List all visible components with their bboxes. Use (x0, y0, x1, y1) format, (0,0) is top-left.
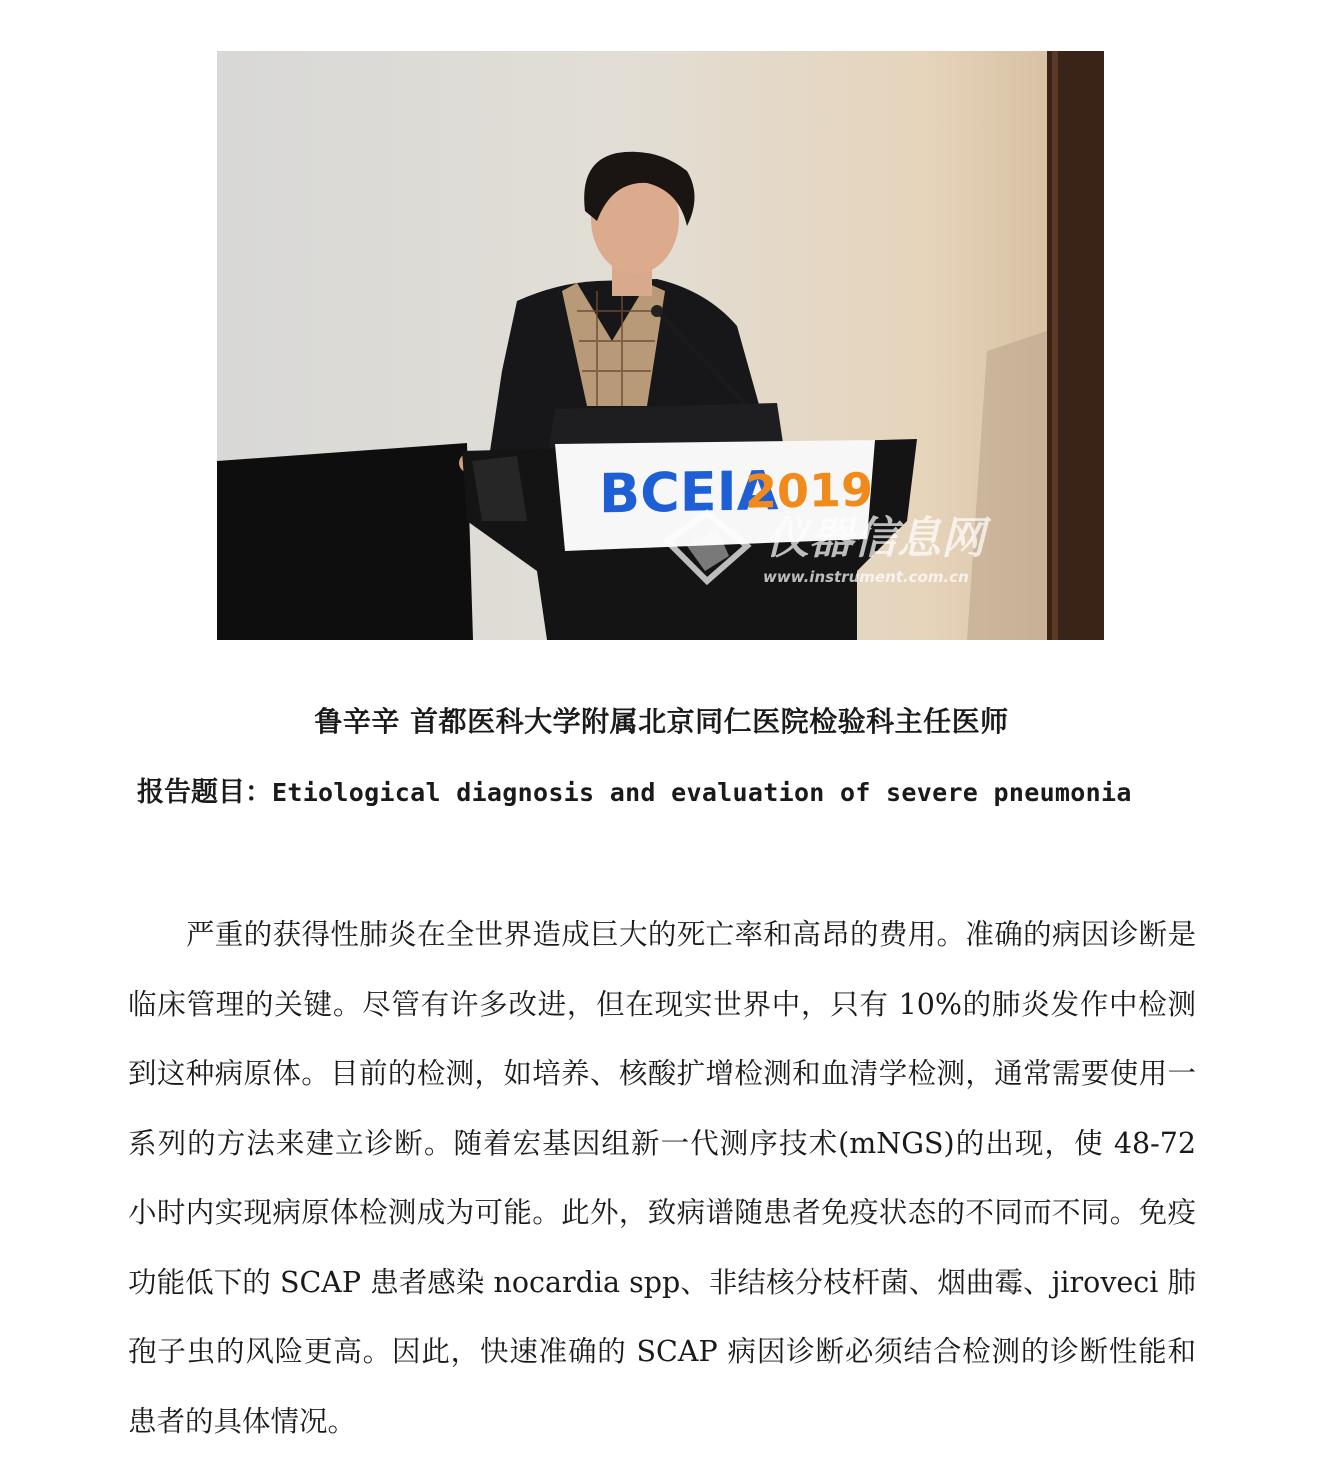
report-topic (137, 770, 1132, 809)
watermark-cn-text: 仪器信息网 (765, 513, 985, 564)
speaker-caption: 鲁辛辛 首都医科大学附属北京同仁医院检验科主任医师 (314, 705, 1009, 738)
podium-sign-bceia: BCEIA (599, 459, 779, 526)
report-topic-title: Etiological diagnosis and evaluation of severe pneumonia (272, 778, 1132, 807)
speaker-photo (217, 51, 1104, 640)
report-topic-label: 报告题目： (137, 777, 272, 808)
left-monitor (217, 443, 473, 640)
podium-sign-year: 2019 (745, 462, 874, 519)
abstract-paragraph: 严重的获得性肺炎在全世界造成巨大的死亡率和高昂的费用。准确的病因诊断是临床管理的关键。尽管有许多改进，但在现实世界中，只有 10%的肺炎发作中检测到这种病原体。目前的检测，如培养、核酸扩增检测和血清学检测，通常需要使用一系列的方法来建立诊断。随着宏基因组新一代测序技术(mNGS)的出现，使 48-72 小时内实现病原体检测成为可能。此外，致病谱随患者免疫状态的不同而不同。免疫功能低下的 SCAP 患者感染 nocardia spp、非结核分枝杆菌、烟曲霉、jiroveci 肺孢子虫的风险更高。因此，快速准确的 SCAP 病因诊断必须结合检测的诊断性能和患者的具体情况。 (128, 918, 1196, 1438)
watermark (667, 513, 992, 586)
photo-illustration (217, 51, 1104, 640)
watermark-url-text: www.instrument.com.cn (763, 568, 969, 586)
